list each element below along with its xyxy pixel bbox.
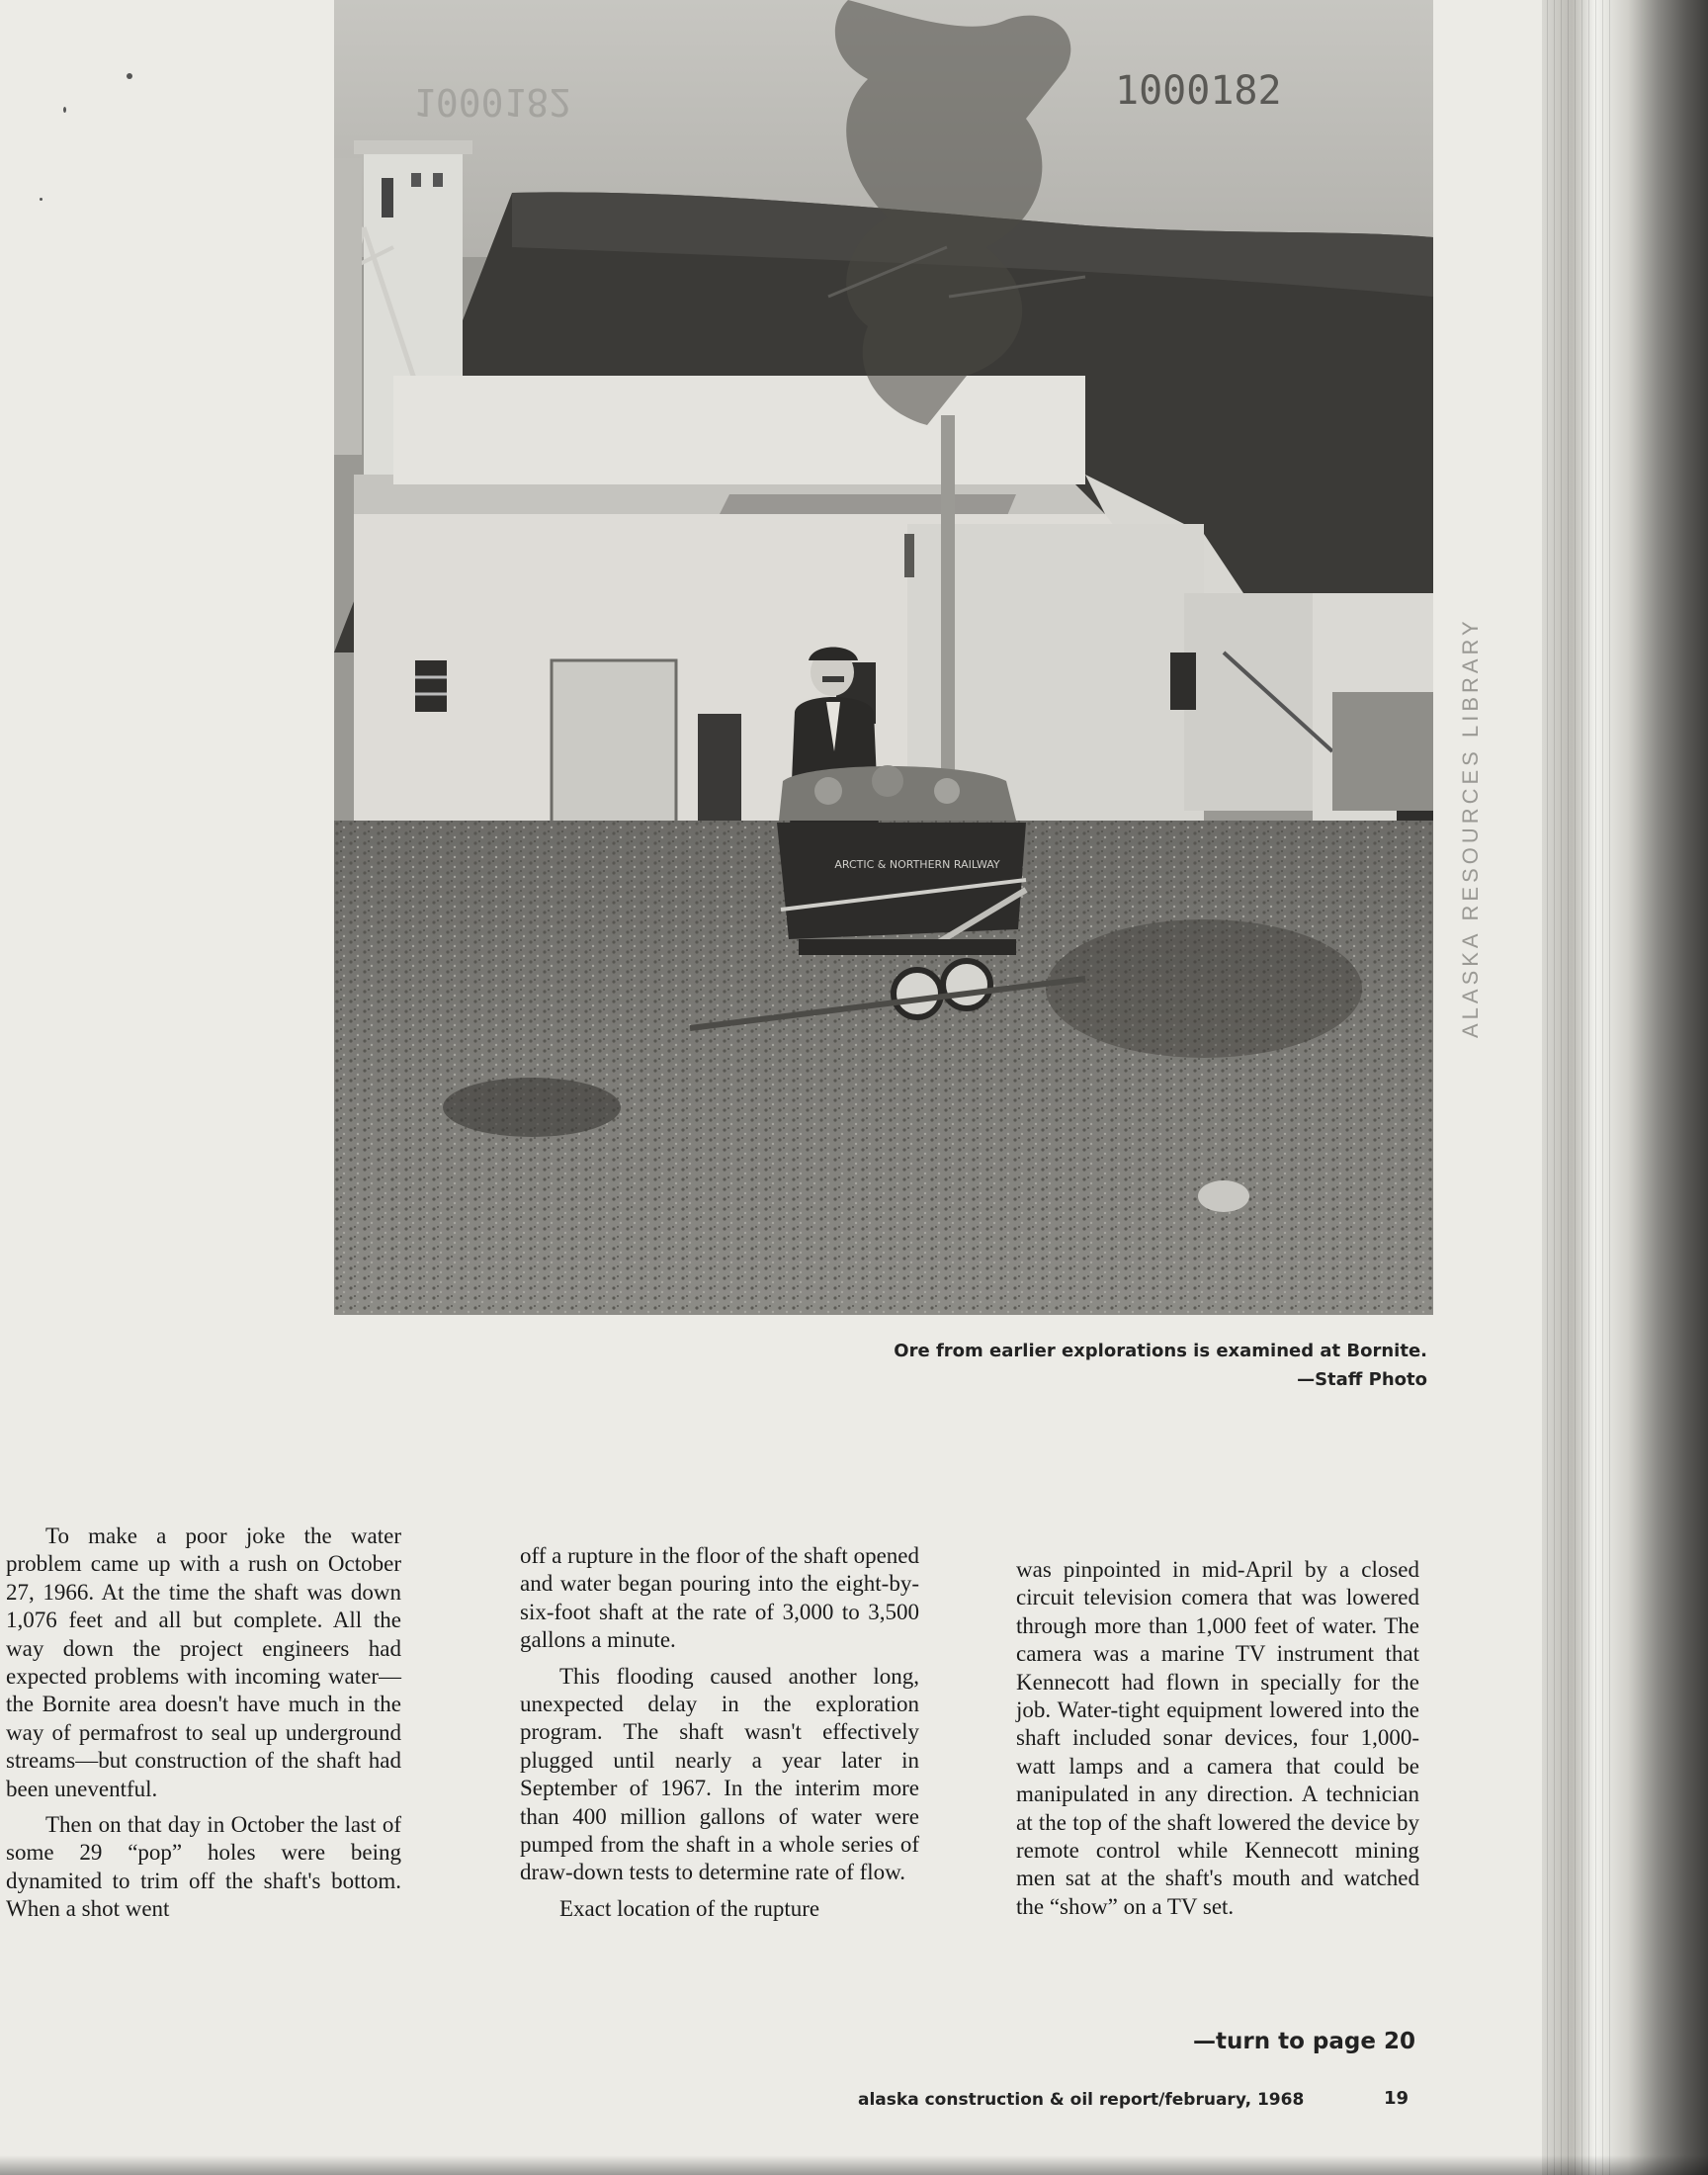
library-stamp: ALASKA RESOURCES LIBRARY bbox=[1458, 617, 1483, 1038]
ore-car-lettering: ARCTIC & NORTHERN RAILWAY bbox=[834, 858, 1000, 871]
garage-door bbox=[552, 660, 676, 830]
paragraph: To make a poor joke the water problem came up with a rush on October 27, 1966. At the time the shaft was down 1,076 feet and all but complete. All the way down the project engineers had expected problems with incoming water—the Bornite area doesn't have much in the way of permafrost to seal up underground streams—but construction of the shaft had been uneventful. bbox=[6, 1523, 401, 1801]
paragraph: This flooding caused another long, unexpected delay in the exploration program. The shaft wasn't effectively plugged until nearly a year later in September of 1967. In the interim more than 400 million gallons of water were pumped from the shaft in a whole series of draw-down tests to determine rate of flow. bbox=[520, 1663, 919, 1885]
ore-car-wheel bbox=[894, 970, 941, 1017]
article-column-2 bbox=[520, 1542, 919, 1923]
side-door bbox=[698, 714, 741, 830]
paragraph: Then on that day in October the last of some 29 “pop” holes were being dynamited to trim off the shaft's bottom. When a shot went bbox=[6, 1812, 401, 1922]
dust-speck bbox=[127, 73, 132, 79]
dust-speck bbox=[63, 107, 66, 113]
page-bottom-shadow bbox=[0, 2155, 1708, 2175]
article-column-3 bbox=[1016, 1556, 1419, 1921]
photo-stamp-number: 1000182 bbox=[1115, 68, 1282, 114]
continued-line: —turn to page 20 bbox=[1193, 2029, 1415, 2054]
rock bbox=[1198, 1180, 1249, 1212]
bornite-mine-photo bbox=[334, 0, 1433, 1315]
photo-stamp-bleed: 1000182 bbox=[413, 80, 572, 124]
building-window bbox=[415, 660, 447, 712]
photo-caption bbox=[894, 1337, 1427, 1394]
ore-car-wheel bbox=[943, 961, 990, 1008]
paragraph: Exact location of the rupture bbox=[559, 1895, 820, 1921]
paragraph: off a rupture in the floor of the shaft opened and water began pouring into the eight-by-six-foot shaft at the rate of 3,000 to 3,500 gallons a minute. bbox=[520, 1543, 919, 1653]
page-number: 19 bbox=[1384, 2088, 1409, 2109]
article-column-1 bbox=[6, 1522, 401, 1924]
running-footer: alaska construction & oil report/february, 1968 bbox=[858, 2090, 1305, 2110]
caption-credit: —Staff Photo bbox=[1297, 1369, 1427, 1390]
caption-text: Ore from earlier explorations is examined at Bornite. bbox=[894, 1341, 1427, 1361]
ore-car bbox=[777, 823, 1026, 939]
page-edge-lines bbox=[1547, 0, 1616, 2175]
photo-scene bbox=[334, 0, 1433, 1315]
dust-speck bbox=[40, 198, 43, 201]
paragraph: was pinpointed in mid-April by a closed circuit television comera that was lowered through more than 1,000 feet of water. The camera was a marine TV instrument that Kennecott had flown in specially for the job. Water-tight equipment lowered into the shaft included sonar devices, four 1,000-watt lamps and a camera that could be manipulated in any direction. A technician at the top of the shaft lowered the device by remote control while Kennecott mining men sat at the shaft's mouth and watched the “show” on a TV set. bbox=[1016, 1557, 1419, 1919]
